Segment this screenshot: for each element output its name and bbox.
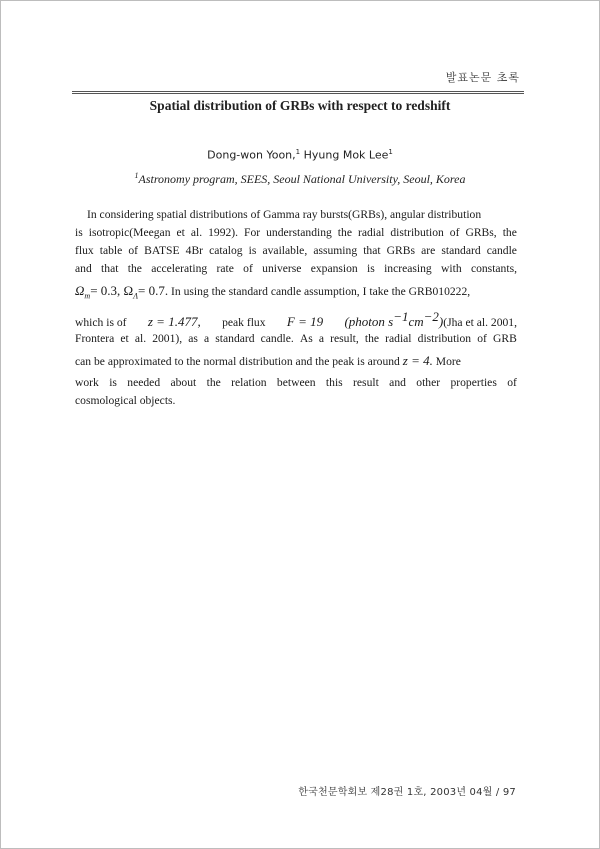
header-rule	[72, 91, 524, 94]
units-part: (photon s	[344, 313, 394, 329]
journal-footer: 한국천문학회보 제28권 1호, 2003년 04월 / 97	[298, 787, 516, 798]
abstract-text: (Jha et al. 2001,	[443, 315, 517, 329]
abstract-line	[75, 348, 517, 374]
abstract-text: and that the accelerating rate of universe expansion is increasing with constants,	[75, 262, 517, 275]
author-1: Dong-won Yoon,	[207, 148, 296, 162]
units-part: cm	[408, 313, 424, 329]
author-1-mark: 1	[295, 148, 301, 156]
units-part: )	[438, 313, 444, 329]
abstract	[75, 206, 517, 410]
abstract-text: cosmological objects.	[75, 394, 176, 407]
abstract-text: More	[432, 355, 461, 368]
abstract-line	[75, 224, 517, 242]
abstract-line	[75, 374, 517, 392]
abstract-text: which is of	[75, 315, 127, 329]
subscript-lambda: Λ	[133, 291, 139, 301]
abstract-text: In using the standard candle assumption, I take the GRB010222,	[168, 285, 471, 298]
running-header: 발표논문 초록	[445, 71, 520, 84]
author-2: Hyung Mok Lee	[300, 148, 389, 162]
affiliation	[0, 171, 600, 187]
author-2-mark: 1	[388, 148, 393, 156]
abstract-line	[75, 260, 517, 278]
redshift-value: z = 1.477,	[147, 313, 201, 329]
peak-redshift: z = 4.	[402, 353, 433, 368]
flux-value: F = 19	[286, 313, 324, 329]
units-exponent: −2	[423, 309, 439, 324]
abstract-line	[75, 392, 517, 410]
abstract-line	[75, 330, 517, 348]
affiliation-text: Astronomy program, SEES, Seoul National University, Seoul, Korea	[138, 172, 466, 186]
paper-title: Spatial distribution of GRBs with respect to redshift	[149, 98, 451, 113]
abstract-text: is isotropic(Meegan et al. 1992). For understanding the radial distribution of GRBs, the	[75, 226, 517, 239]
units-exponent: −1	[393, 309, 409, 324]
abstract-text: In considering spatial distributions of Gamma ray bursts(GRBs), angular distribution	[87, 208, 482, 221]
equation-part: = 0.7.	[138, 283, 169, 298]
abstract-text: work is needed about the relation between this result and other properties of	[75, 376, 517, 389]
omega-symbol: Ω	[75, 283, 85, 298]
abstract-text: can be approximated to the normal distribution and the peak is around	[75, 355, 403, 368]
affiliation-mark: 1	[134, 171, 139, 180]
abstract-text: flux table of BATSE 4Br catalog is available, assuming that GRBs are standard candle	[75, 244, 517, 257]
abstract-line	[75, 278, 517, 304]
author-line	[0, 148, 600, 162]
abstract-text: Frontera et al. 2001), as a standard candle. As a result, the radial distribution of GRB	[75, 332, 517, 345]
abstract-line	[75, 242, 517, 260]
equation-part: = 0.3, Ω	[90, 283, 134, 298]
subscript-m: m	[84, 291, 91, 301]
abstract-line	[75, 206, 517, 224]
abstract-text: peak flux	[222, 315, 266, 329]
abstract-text-group	[75, 348, 461, 375]
